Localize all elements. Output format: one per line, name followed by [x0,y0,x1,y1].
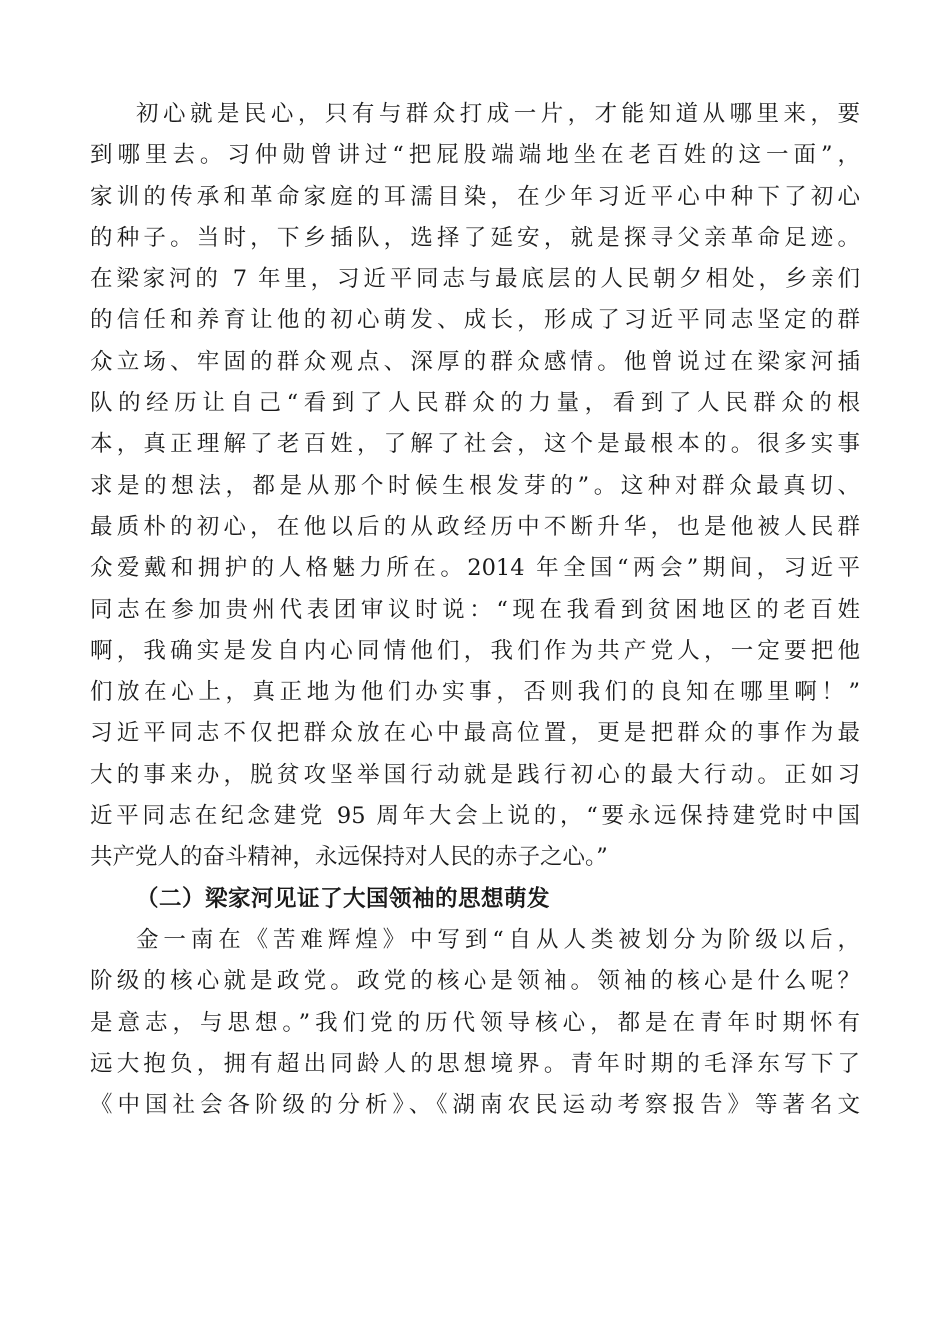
document-page [90,94,860,1126]
paragraph-line: 《中国社会各阶级的分析》、《湖南农民运动考察报告》等著名文 [90,1092,860,1119]
paragraph-line: 是意志，与思想。”我们党的历代领导核心，都是在青年时期怀有 [90,1009,860,1036]
section-heading: （二）梁家河见证了大国领袖的思想萌发 [136,885,551,912]
paragraph-line: 队的经历让自己“看到了人民群众的力量，看到了人民群众的根 [90,390,860,417]
paragraph-line: 在梁家河的 7 年里，习近平同志与最底层的人民朝夕相处，乡亲们 [90,266,860,293]
paragraph-line: 众爱戴和拥护的人格魅力所在。2014 年全国“两会”期间，习近平 [90,555,860,582]
paragraph-line: 们放在心上，真正地为他们办实事，否则我们的良知在哪里啊！” [90,679,860,706]
paragraph-line: 到哪里去。习仲勋曾讲过“把屁股端端地坐在老百姓的这一面”， [90,142,860,169]
paragraph-line: 本，真正理解了老百姓，了解了社会，这个是最根本的。很多实事 [90,431,860,458]
paragraph-1 [90,94,860,879]
paragraph-line: 大的事来办，脱贫攻坚举国行动就是践行初心的最大行动。正如习 [90,761,860,788]
paragraph-line: 的信任和养育让他的初心萌发、成长，形成了习近平同志坚定的群 [90,307,860,334]
paragraph-line: 初心就是民心，只有与群众打成一片，才能知道从哪里来，要 [136,101,860,127]
paragraph-line: 啊，我确实是发自内心同情他们，我们作为共产党人，一定要把他 [90,637,860,664]
paragraph-line: 众立场、牢固的群众观点、深厚的群众感情。他曾说过在梁家河插 [90,348,860,375]
paragraph-line: 的种子。当时，下乡插队，选择了延安，就是探寻父亲革命足迹。 [90,224,860,251]
paragraph-line: 习近平同志不仅把群众放在心中最高位置，更是把群众的事作为最 [90,720,860,747]
paragraph-line: 求是的想法，都是从那个时候生根发芽的”。这种对群众最真切、 [90,472,860,499]
paragraph-line: 阶级的核心就是政党。政党的核心是领袖。领袖的核心是什么呢？ [90,968,860,995]
paragraph-line: 最质朴的初心，在他以后的从政经历中不断升华，也是他被人民群 [90,513,860,540]
paragraph-2 [90,920,860,1126]
paragraph-line: 同志在参加贵州代表团审议时说：“现在我看到贫困地区的老百姓 [90,596,860,623]
paragraph-line: 共产党人的奋斗精神，永远保持对人民的赤子之心。” [90,844,608,871]
paragraph-line: 近平同志在纪念建党 95 周年大会上说的，“要永远保持建党时中国 [90,803,860,830]
paragraph-line: 远大抱负，拥有超出同龄人的思想境界。青年时期的毛泽东写下了 [90,1050,860,1077]
paragraph-line: 金一南在《苦难辉煌》中写到“自从人类被划分为阶级以后， [136,926,860,953]
paragraph-line: 家训的传承和革命家庭的耳濡目染，在少年习近平心中种下了初心 [90,183,860,210]
